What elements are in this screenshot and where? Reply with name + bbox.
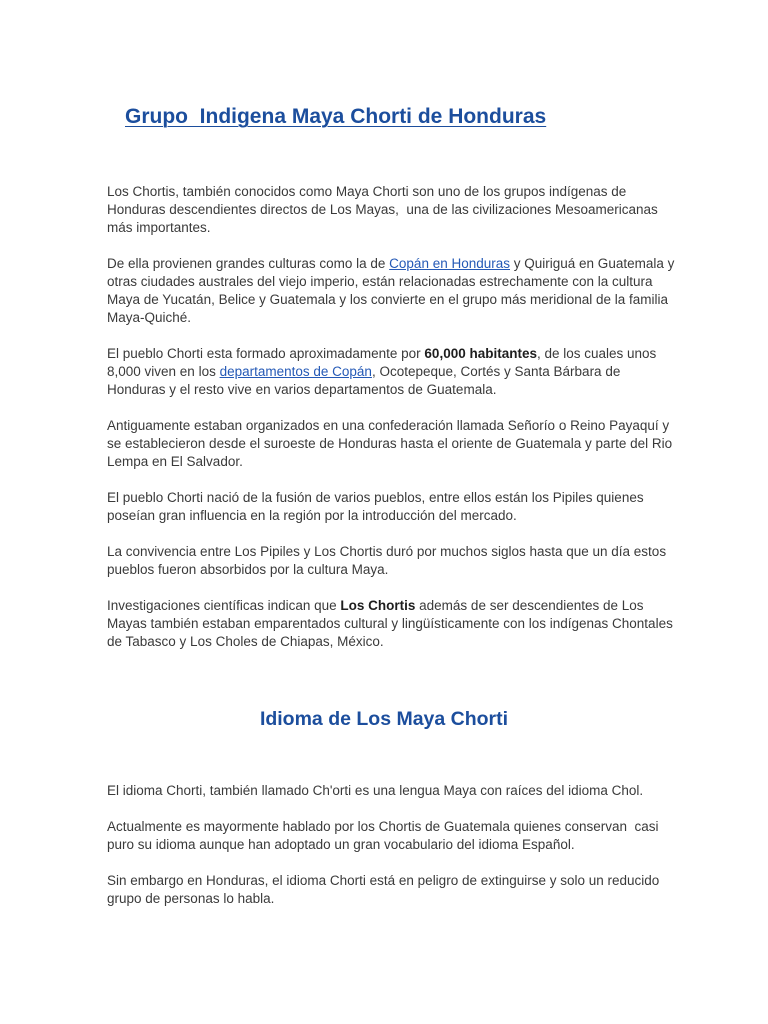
text-line: [107, 363, 727, 381]
text-line: puro su idioma aunque han adoptado un gran vocabulario del idioma Español.: [107, 837, 575, 852]
paragraph-population: [107, 345, 727, 399]
text-line: [107, 345, 727, 363]
section-heading-language: Idioma de Los Maya Chorti: [259, 708, 509, 730]
paragraph-language-definition: [107, 782, 727, 800]
text-line: Honduras y el resto vive en varios departamentos de Guatemala.: [107, 382, 497, 397]
text-segment: , de los cuales unos: [536, 346, 657, 361]
paragraph-cultures: [107, 255, 727, 327]
text-segment: De ella provienen grandes culturas como la de: [107, 256, 390, 271]
link-copan-en-honduras[interactable]: Copán en Honduras: [389, 256, 511, 271]
text-segment: , Ocotepeque, Cortés y Santa Bárbara de: [371, 364, 621, 379]
paragraph-research: [107, 597, 727, 651]
paragraph-origin: [107, 489, 727, 525]
text-segment: 8,000 viven en los: [107, 364, 220, 379]
text-line: El idioma Chorti, también llamado Ch'orti es una lengua Maya con raíces del idioma Chol.: [107, 783, 644, 798]
bold-text: 60,000 habitantes: [424, 346, 537, 361]
text-segment: y Quiriguá en Guatemala y: [510, 256, 675, 271]
section-language: [107, 782, 727, 926]
text-line: [107, 255, 727, 273]
text-line: Maya de Yucatán, Belice y Guatemala y los convierte en el grupo más meridional de la familia: [107, 292, 669, 307]
text-line: [107, 597, 727, 615]
text-line: otras ciudades australes del viejo imperio, están relacionadas estrechamente con la cultura: [107, 274, 653, 289]
bold-text: Los Chortis: [340, 598, 416, 613]
text-segment: Investigaciones científicas indican que: [107, 598, 341, 613]
text-segment: además de ser descendientes de Los: [415, 598, 644, 613]
section-overview: [107, 183, 727, 669]
text-line: Sin embargo en Honduras, el idioma Chorti está en peligro de extinguirse y solo un reducido: [107, 873, 660, 888]
page-title: Grupo Indigena Maya Chorti de Honduras: [125, 105, 547, 128]
text-line: Mayas también estaban emparentados cultural y lingüísticamente con los indígenas Chontales: [107, 616, 673, 631]
text-line: pueblos fueron absorbidos por la cultura Maya.: [107, 562, 389, 577]
text-line: El pueblo Chorti nació de la fusión de varios pueblos, entre ellos están los Pipiles quienes: [107, 490, 644, 505]
text-segment: El pueblo Chorti esta formado aproximadamente por: [107, 346, 425, 361]
paragraph-language-usage: [107, 818, 727, 854]
paragraph-coexistence: [107, 543, 727, 579]
text-line: se establecieron desde el suroeste de Honduras hasta el oriente de Guatemala y parte del Rio: [107, 436, 673, 451]
text-line: de Tabasco y Los Choles de Chiapas, México.: [107, 634, 384, 649]
link-departamentos-de-copan[interactable]: departamentos de Copán: [219, 364, 372, 379]
text-line: Antiguamente estaban organizados en una confederación llamada Señorío o Reino Payaquí y: [107, 418, 670, 433]
paragraph-intro: [107, 183, 727, 237]
paragraph-language-risk: [107, 872, 727, 908]
text-line: La convivencia entre Los Pipiles y Los Chortis duró por muchos siglos hasta que un día estos: [107, 544, 667, 559]
text-line: Los Chortis, también conocidos como Maya Chorti son uno de los grupos indígenas de: [107, 184, 627, 199]
text-line: Honduras descendientes directos de Los Mayas, una de las civilizaciones Mesoamericanas: [107, 202, 658, 217]
text-line: Maya-Quiché.: [107, 310, 192, 325]
text-line: Lempa en El Salvador.: [107, 454, 243, 469]
text-line: Actualmente es mayormente hablado por los Chortis de Guatemala quienes conservan casi: [107, 819, 659, 834]
paragraph-history: [107, 417, 727, 471]
text-line: más importantes.: [107, 220, 211, 235]
text-line: poseían gran influencia en la región por la introducción del mercado.: [107, 508, 517, 523]
text-line: grupo de personas lo habla.: [107, 891, 275, 906]
